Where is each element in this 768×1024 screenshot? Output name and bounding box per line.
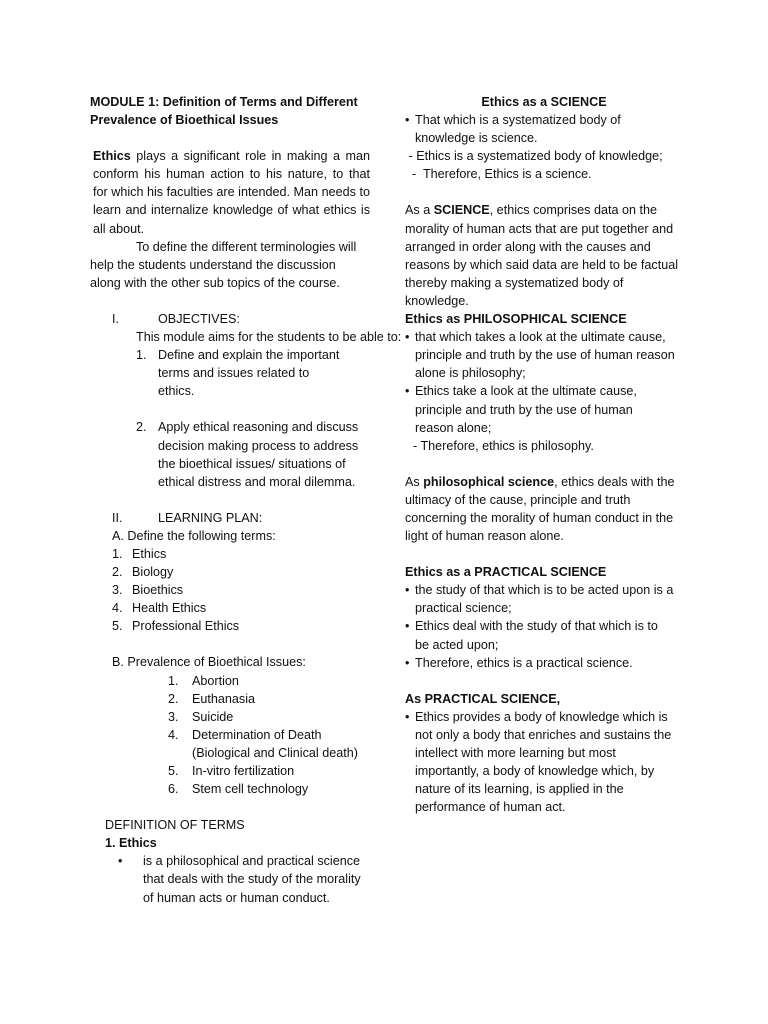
list-item: 2. Biology xyxy=(112,565,174,580)
philosophical-heading: Ethics as PHILOSOPHICAL SCIENCE xyxy=(405,312,627,327)
module-title: MODULE 1: Definition of Terms and Different Prevalence of Bioethical Issues xyxy=(90,95,358,128)
terms-list xyxy=(90,545,370,635)
issues-list xyxy=(90,672,370,799)
intro-text: plays a significant role in making a man conform his human action to his nature, to that for which his faculties are intended. Man needs to learn and internalize knowledge of what ethics is all about. xyxy=(93,149,370,236)
intro-paragraph-2: To define the different terminologies will help the students understand the discussion along with the other sub topics of the course. xyxy=(90,239,357,290)
science-bullet: • That which is a systematized body of knowledge is science. xyxy=(405,111,683,147)
bullet-icon: • xyxy=(118,854,123,869)
science-line: - Ethics is a systematized body of knowledge; xyxy=(405,149,663,164)
objectives-label: OBJECTIVES: xyxy=(158,311,240,326)
practical-bullet: • Therefore, ethics is a practical science. xyxy=(405,654,683,672)
intro-bold: Ethics xyxy=(93,149,131,164)
philosophical-bullet: • that which takes a look at the ultimate cause, principle and truth by the use of human reason alone is philosophy; xyxy=(405,328,683,382)
bullet-icon: • xyxy=(405,709,410,724)
list-item: 2. Euthanasia xyxy=(168,691,256,706)
bullet-icon: • xyxy=(405,330,410,345)
philosophical-bullet: • Ethics take a look at the ultimate cause, principle and truth by the use of human reason alone; xyxy=(405,382,683,436)
practical-heading: Ethics as a PRACTICAL SCIENCE xyxy=(405,565,607,580)
objectives-lead: This module aims for the students to be able to: xyxy=(136,330,402,345)
philosophical-paragraph: As philosophical science, ethics deals with the ultimacy of the cause, principle and truth concerning the morality of human conduct in the light of human reason alone. xyxy=(405,474,675,544)
list-item: 4. Health Ethics xyxy=(112,601,207,616)
practical-heading-2: As PRACTICAL SCIENCE, xyxy=(405,691,561,706)
science-paragraph: As a SCIENCE, ethics comprises data on the morality of human acts that are put together and arranged in order along with the causes and reasons by which said data are held to be factual thereby making a systematized body of knowledge. xyxy=(405,203,679,308)
practical-bullet: • Ethics deal with the study of that which is to be acted upon; xyxy=(405,617,683,653)
bullet-icon: • xyxy=(405,655,410,670)
list-item: 1. Ethics xyxy=(112,546,167,561)
objective-item: 1. Define and explain the important terms and issues related to ethics. xyxy=(136,348,340,399)
list-item: 5. Professional Ethics xyxy=(112,619,240,634)
definition-term: 1. Ethics xyxy=(105,836,157,851)
practical-bullet-2: • Ethics provides a body of knowledge which is not only a body that enriches and sustains the intellect with more learning but most importantly, a body of knowledge which, by nature of its learning, is applied in the performance of human act. xyxy=(405,708,683,817)
left-column xyxy=(90,93,402,907)
plan-number: II. xyxy=(112,510,123,525)
list-item: 3. Suicide xyxy=(168,709,234,724)
practical-bullet: • the study of that which is to be acted upon is a practical science; xyxy=(405,581,683,617)
list-item: 3. Bioethics xyxy=(112,583,184,598)
intro-paragraph xyxy=(90,147,370,237)
objectives-number: I. xyxy=(112,311,119,326)
science-heading: Ethics as a SCIENCE xyxy=(481,95,607,109)
philosophical-line: - Therefore, ethics is philosophy. xyxy=(413,438,594,453)
objectives-heading xyxy=(90,310,370,328)
list-item: 4. Determination of Death (Biological and Clinical death) xyxy=(168,727,358,760)
bullet-icon: • xyxy=(405,619,410,634)
plan-heading xyxy=(90,509,370,527)
definition-bullet: • is a philosophical and practical science that deals with the study of the morality of human acts or human conduct. xyxy=(90,852,370,906)
plan-b-heading: B. Prevalence of Bioethical Issues: xyxy=(112,655,306,670)
bullet-icon: • xyxy=(405,583,410,598)
right-column xyxy=(405,93,683,816)
list-item: 1. Abortion xyxy=(168,673,239,688)
bullet-icon: • xyxy=(405,384,410,399)
plan-a-heading: A. Define the following terms: xyxy=(112,528,276,543)
science-line: - Therefore, Ethics is a science. xyxy=(405,167,592,182)
objective-item: 2. Apply ethical reasoning and discuss decision making process to address the bioethical issues/ situations of ethical distress and moral dilemma. xyxy=(136,420,359,489)
list-item: 6. Stem cell technology xyxy=(168,782,309,797)
list-item: 5. In-vitro fertilization xyxy=(168,764,295,778)
plan-label: LEARNING PLAN: xyxy=(158,510,263,525)
definition-heading: DEFINITION OF TERMS xyxy=(105,818,245,833)
bullet-icon: • xyxy=(405,113,410,128)
